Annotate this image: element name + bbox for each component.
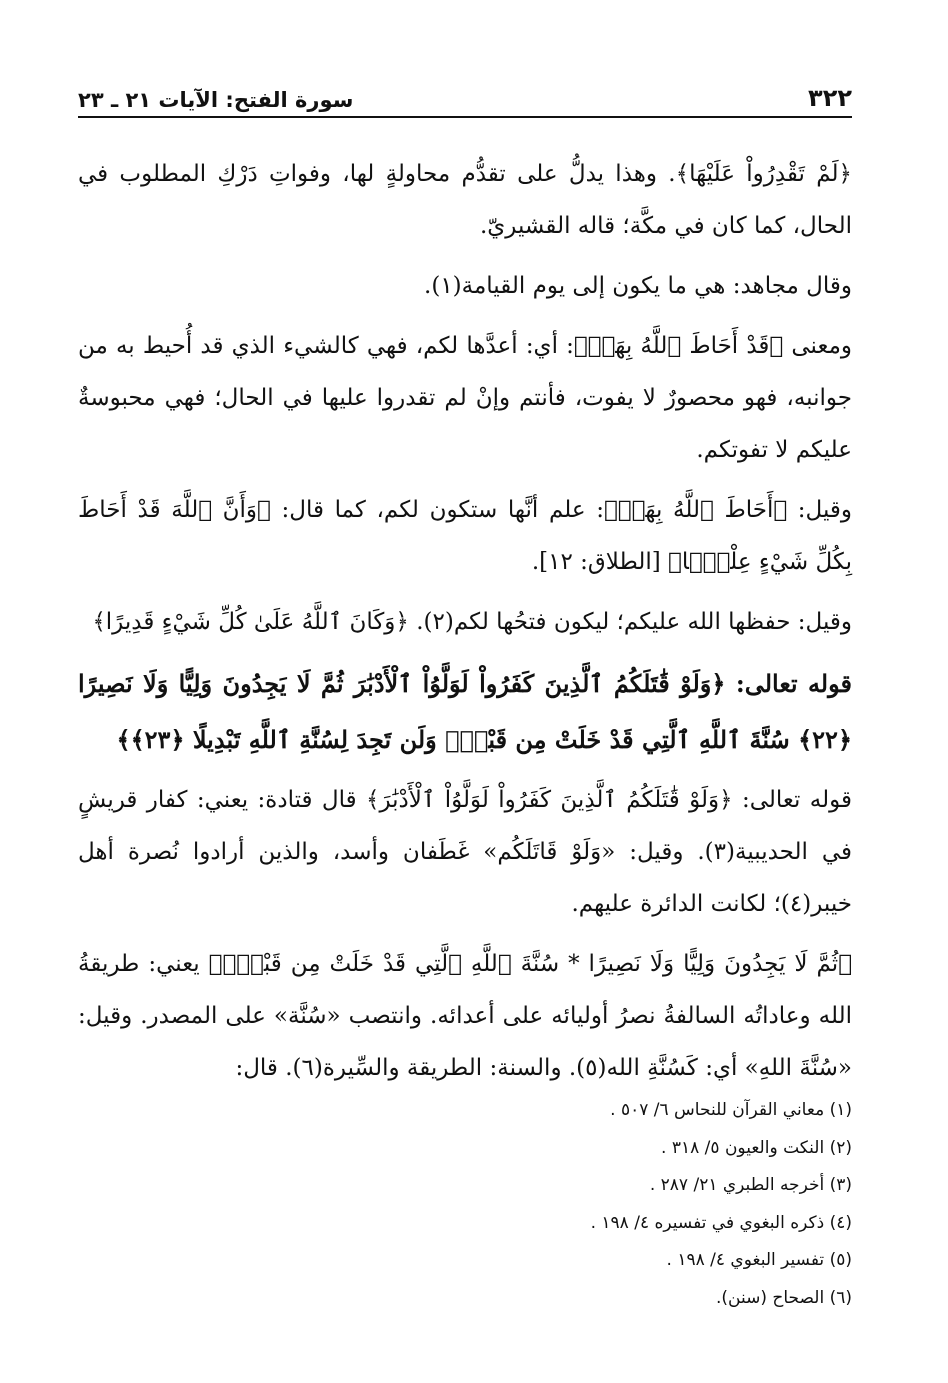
page-body	[78, 148, 852, 1102]
footnote-5: (٥) تفسير البغوي ٤/ ١٩٨ .	[666, 1250, 852, 1270]
running-title: سورة الفتح: الآيات ٢١ ـ ٢٣	[78, 88, 354, 112]
paragraph-4: وقيل: ﴿أَحَاطَ ٱللَّهُ بِهَاۚ﴾: علم أنَّها ستكون لكم، كما قال: ﴿وَأَنَّ ٱللَّهَ قَدْ أَحَاطَ بِكُلِّ شَيْءٍ عِلْمًۢا﴾ [الطلاق: ١٢].	[78, 497, 852, 575]
footnote-6: (٦) الصحاح (سنن).	[716, 1287, 852, 1308]
footnote-4: (٤) ذكره البغوي في تفسيره ٤/ ١٩٨ .	[590, 1212, 852, 1233]
page-number: ٣٢٢	[808, 84, 852, 112]
footnote-1: (١) معاني القرآن للنحاس ٦/ ٥٠٧ .	[610, 1100, 852, 1120]
footnotes	[78, 1092, 852, 1317]
paragraph-5: وقيل: حفظها الله عليكم؛ ليكون فتحُها لكم(٢). ﴿وَكَانَ ٱللَّهُ عَلَىٰ كُلِّ شَيْءٍ قَدِيرًا﴾	[92, 609, 852, 635]
paragraph-3: ومعنى ﴿قَدْ أَحَاطَ ٱللَّهُ بِهَاۚ﴾: أي: أعدَّها لكم، فهي كالشيء الذي قد أُحيط به من جوانبه، فهو محصورٌ لا يفوت، فأنتم وإنْ لم تقدروا عليها في الحال؛ فهي محبوسةٌ عليكم لا تفوتكم.	[78, 333, 852, 463]
paragraph-6: قوله تعالى: ﴿وَلَوْ قَٰتَلَكُمُ ٱلَّذِينَ كَفَرُواْ لَوَلَّوُاْ ٱلْأَدْبَٰرَ﴾ قال قتادة: يعني: كفار قريشٍ في الحديبية(٣). وقيل: «وَلَوْ قَاتَلَكُم» غَطَفان وأسد، والذين أرادوا نُصرة أهل خيبر(٤)؛ لكانت الدائرة عليهم.	[78, 787, 852, 917]
paragraph-1: ﴿لَمْ تَقْدِرُواْ عَلَيْهَا﴾. وهذا يدلُّ على تقدُّم محاولةٍ لها، وفواتِ دَرْكِ المطلوب في الحال، كما كان في مكَّة؛ قاله القشيريّ.	[78, 161, 852, 239]
paragraph-2: وقال مجاهد: هي ما يكون إلى يوم القيامة(١).	[424, 273, 852, 299]
page-header	[78, 78, 852, 118]
verse-heading: قوله تعالى: ﴿وَلَوْ قَٰتَلَكُمُ ٱلَّذِينَ كَفَرُواْ لَوَلَّوُاْ ٱلْأَدْبَٰرَ ثُمَّ لَا يَجِدُونَ وَلِيًّا وَلَا نَصِيرًا ﴿٢٢﴾ سُنَّةَ ٱللَّهِ ٱلَّتِي قَدْ خَلَتْ مِن قَبْلُۖ وَلَن تَجِدَ لِسُنَّةِ ٱللَّهِ تَبْدِيلًا ﴿٢٣﴾﴾	[78, 669, 852, 754]
footnote-2: (٢) النكت والعيون ٥/ ٣١٨ .	[661, 1137, 852, 1158]
paragraph-7: ﴿ثُمَّ لَا يَجِدُونَ وَلِيًّا وَلَا نَصِيرًا * سُنَّةَ ٱللَّهِ ٱلَّتِي قَدْ خَلَتْ مِن قَبْلُۖ﴾ يعني: طريقةُ الله وعاداتُه السالفةُ نصرُ أوليائه على أعدائه. وانتصب «سُنَّة» على المصدر. وقيل: «سُنَّةَ اللهِ» أي: كَسُنَّةِ الله(٥). والسنة: الطريقة والسِّيرة(٦). قال:	[78, 951, 852, 1081]
footnote-3: (٣) أخرجه الطبري ٢١/ ٢٨٧ .	[649, 1175, 852, 1195]
